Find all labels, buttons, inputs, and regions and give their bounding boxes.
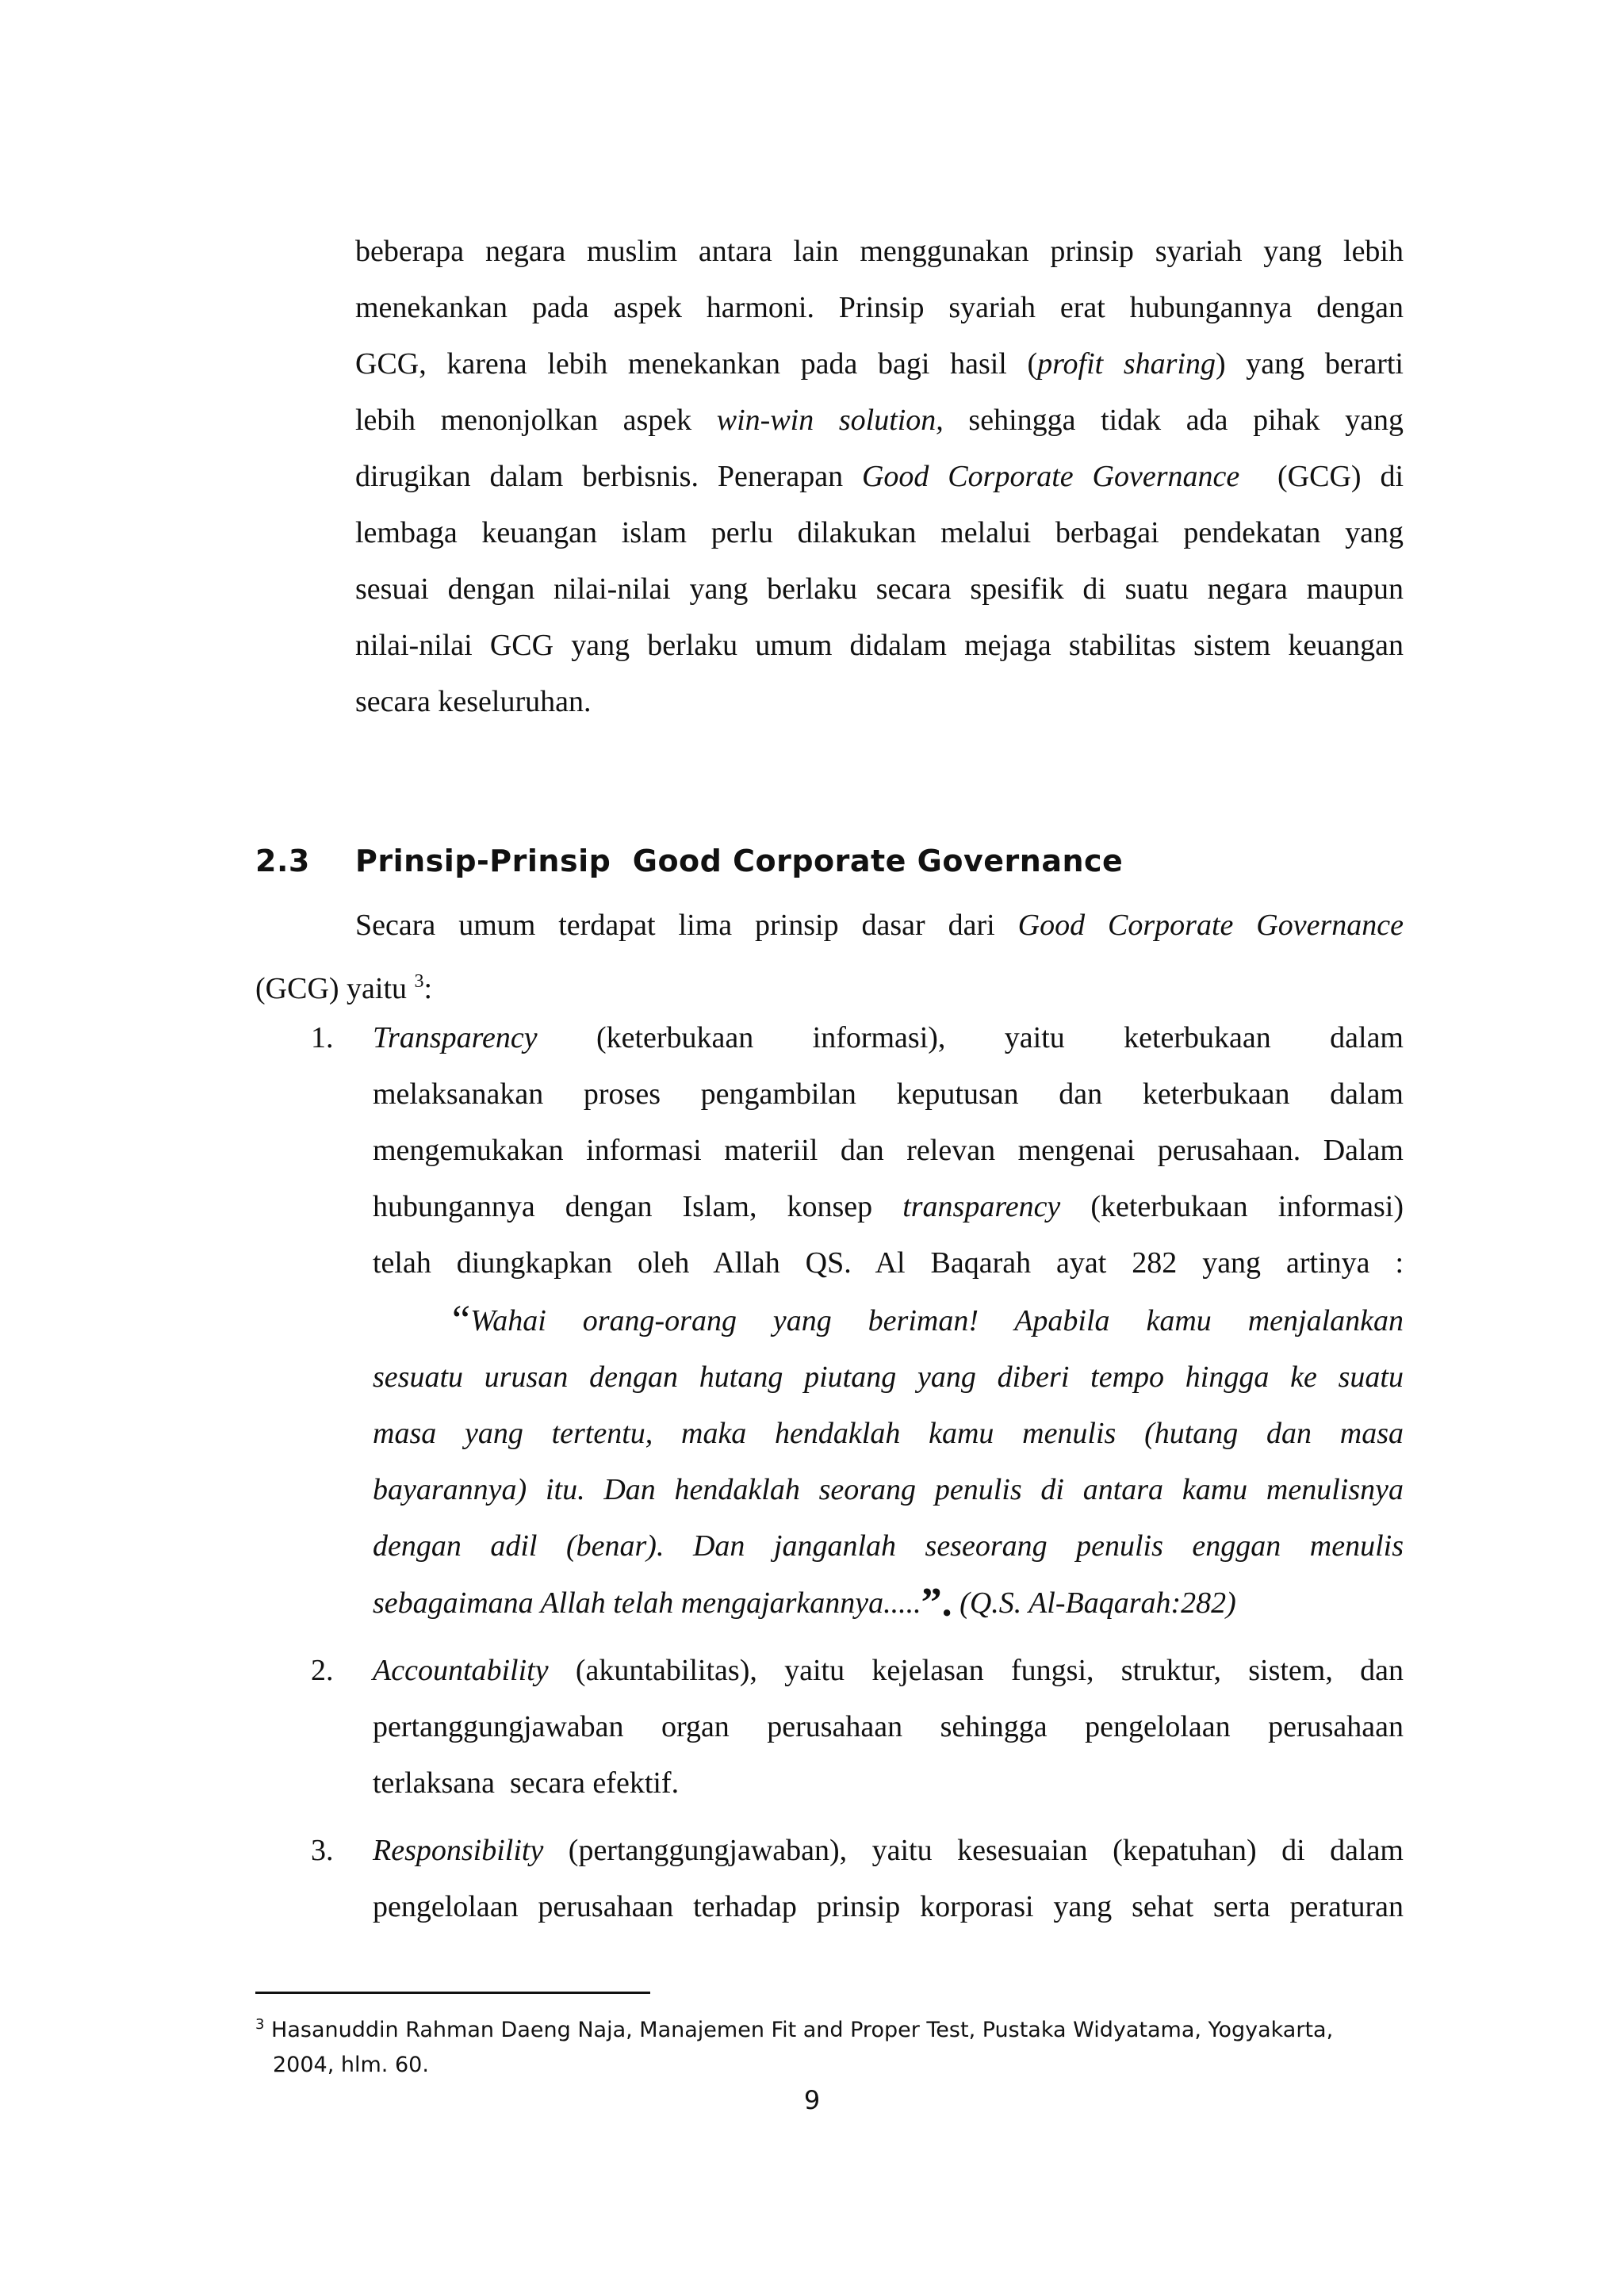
footnote-ref[interactable]: 3	[414, 971, 424, 992]
intro-paragraph	[355, 224, 1404, 730]
text-line: beberapa negara muslim antara lain menggunakan prinsip syariah yang lebih	[355, 235, 1404, 268]
section-intro-line: Secara umum terdapat lima prinsip dasar dari Good Corporate Governance	[355, 909, 1404, 942]
text-line: dirugikan dalam berbisnis. Penerapan Good Corporate Governance (GCG) di	[355, 460, 1404, 493]
list-marker: 1.	[311, 1021, 334, 1054]
text-line: sesuai dengan nilai-nilai yang berlaku secara spesifik di suatu negara maupun	[355, 572, 1404, 606]
section-title: Prinsip-Prinsip Good Corporate Governance	[355, 844, 1124, 878]
text-line: lembaga keuangan islam perlu dilakukan melalui berbagai pendekatan yang	[355, 516, 1404, 549]
section-heading	[255, 844, 1123, 878]
quran-quote: “Wahai orang-orang yang beriman! Apabila kamu menjalankan sesuatu urusan dengan hutang piutang yang diberi tempo hingga ke suatu masa yang tertentu, maka hendaklah kamu menulis (hutang dan masa bayarannya) itu. Dan hendaklah seorang penulis di antara kamu menulisnya dengan adil (benar). Dan janganlah seseorang penulis enggan menulis sebagaimana Allah telah mengajarkannya.....”. (Q.S. Al-Baqarah:282)	[373, 1298, 1404, 1625]
footnote-separator	[255, 1992, 650, 1994]
footnote: $^3$ Hasanuddin Rahman Daeng Naja, Manajemen Fit and Proper Test, Pustaka Widyatama, Yogyakarta, 2004, hlm. 60.	[255, 2016, 1334, 2077]
text-line: lebih menonjolkan aspek win-win solution, sehingga tidak ada pihak yang	[355, 404, 1404, 437]
text-line: menekankan pada aspek harmoni. Prinsip syariah erat hubungannya dengan	[355, 291, 1404, 324]
section-intro-line: (GCG) yaitu $^3$:	[255, 971, 433, 1005]
list-marker: 3.	[311, 1834, 334, 1867]
page-number: 9	[803, 2085, 821, 2115]
text-line: nilai-nilai GCG yang berlaku umum didalam mejaga stabilitas sistem keuangan	[355, 629, 1404, 662]
text-line: secara keseluruhan.	[355, 685, 592, 718]
text-line: GCG, karena lebih menekankan pada bagi hasil (profit sharing) yang berarti	[355, 347, 1404, 381]
list-marker: 2.	[311, 1654, 334, 1687]
list-item: Responsibility (pertanggungjawaban), yaitu kesesuaian (kepatuhan) di dalam pengelolaan perusahaan terhadap prinsip korporasi yang sehat serta peraturan	[373, 1834, 1404, 1923]
list-item: Accountability (akuntabilitas), yaitu kejelasan fungsi, struktur, sistem, dan pertanggungjawaban organ perusahaan sehingga pengelolaan perusahaan terlaksana secara efektif.	[373, 1654, 1404, 1800]
list-item: Transparency (keterbukaan informasi), yaitu keterbukaan dalam melaksanakan proses pengambilan keputusan dan keterbukaan dalam mengemukakan informasi materiil dan relevan mengenai perusahaan. Dalam hubungannya dengan Islam, konsep transparency (keterbukaan informasi) telah diungkapkan oleh Allah QS. Al Baqarah ayat 282 yang artinya :	[373, 1021, 1404, 1280]
section-number: 2.3	[255, 844, 310, 878]
